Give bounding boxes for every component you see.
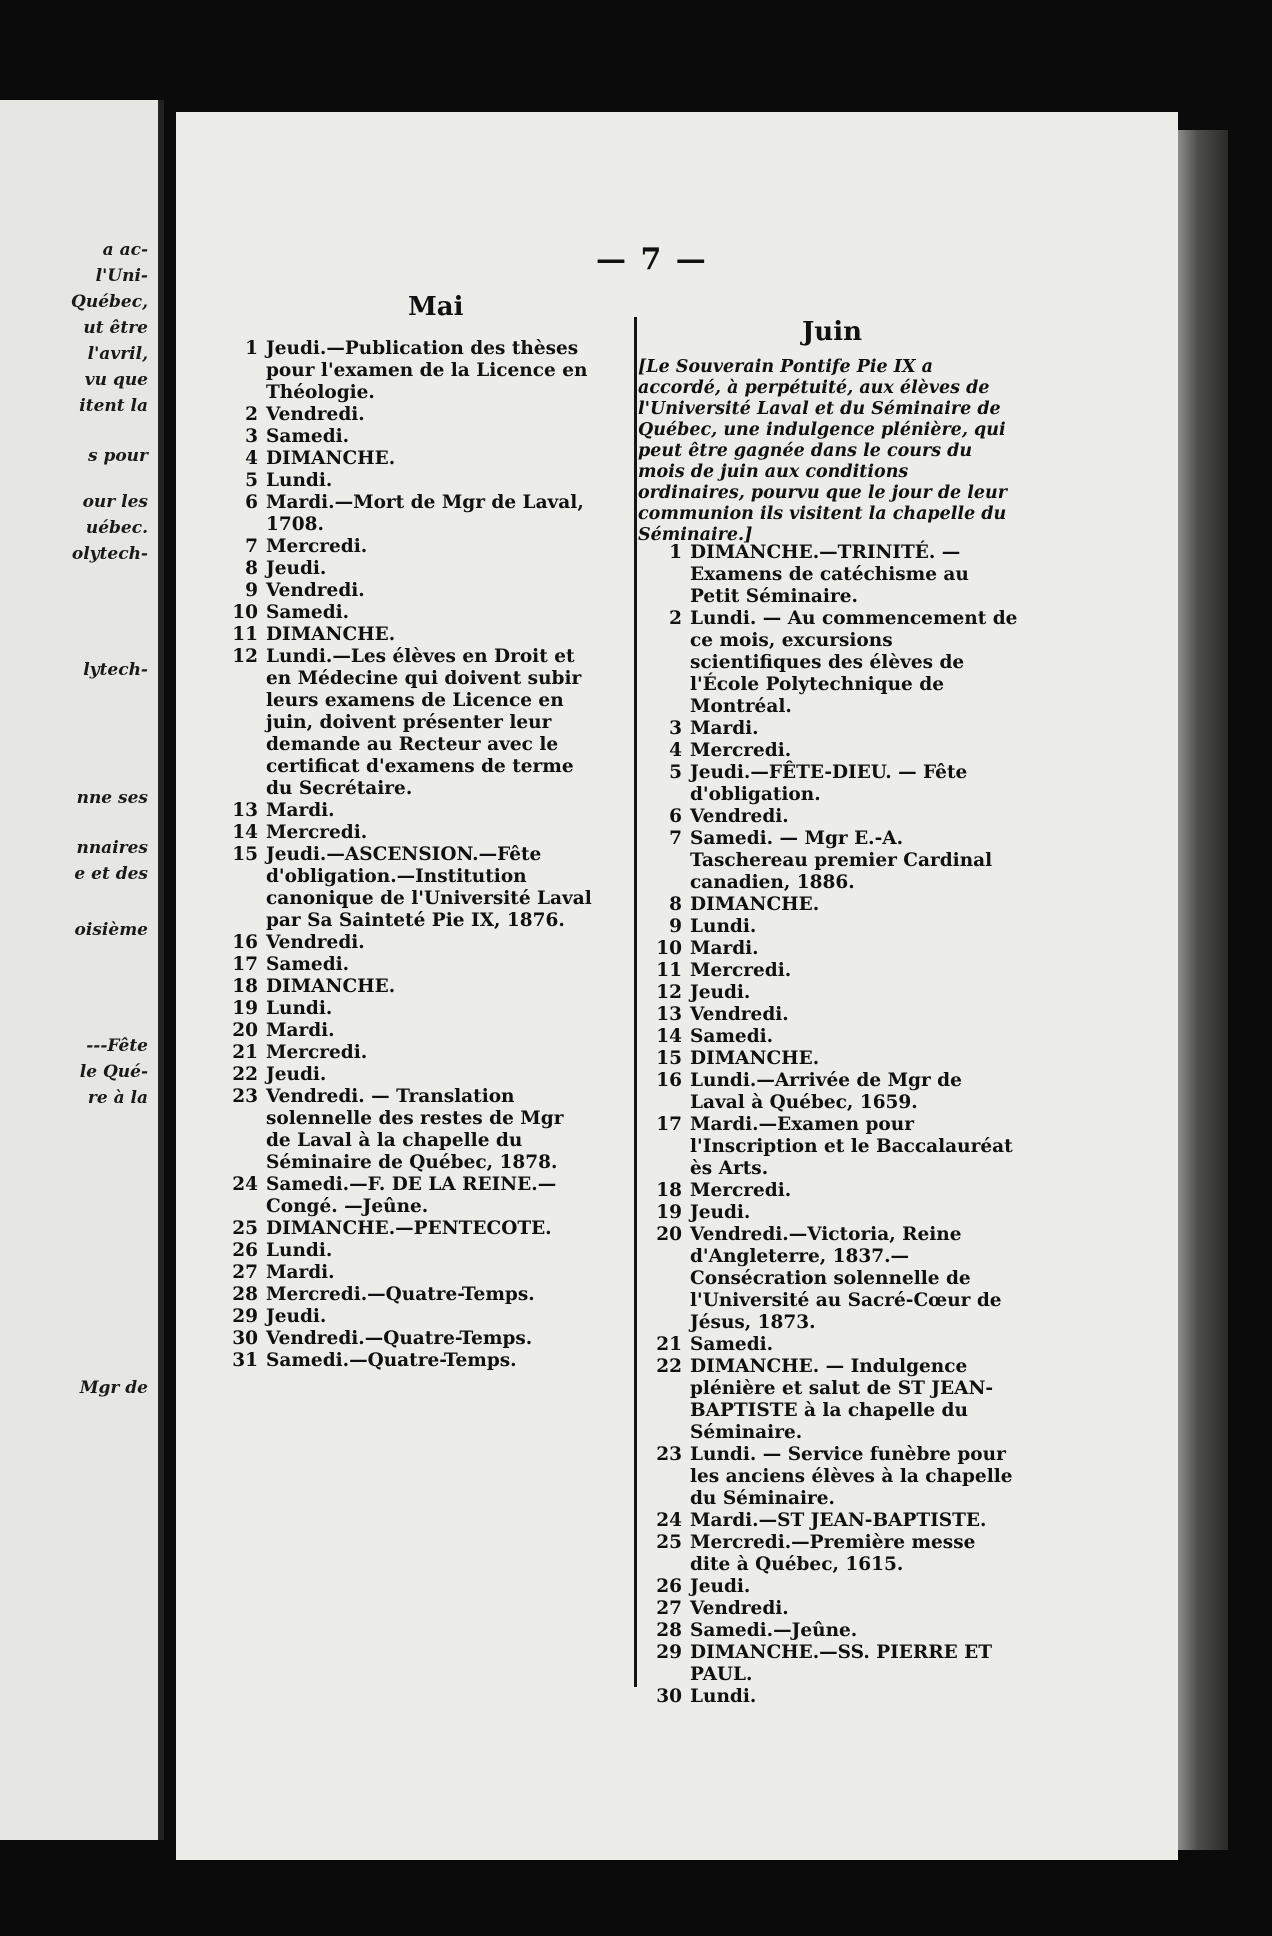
column-divider [634, 317, 637, 1687]
entry-day: 26 [232, 1240, 258, 1261]
entry-text: Mercredi. [690, 740, 792, 761]
entry-text: DIMANCHE.—PENTECOTE. [266, 1218, 552, 1239]
calendar-entry [638, 1334, 1018, 1356]
entry-day: 25 [656, 1532, 682, 1553]
calendar-entry [214, 1240, 594, 1262]
calendar-entry [638, 1510, 1018, 1532]
left-fragment-line: our les [82, 492, 148, 512]
entry-day: 3 [669, 718, 682, 739]
entry-day: 20 [232, 1020, 258, 1041]
entry-day: 21 [232, 1042, 258, 1063]
entry-day: 26 [656, 1576, 682, 1597]
left-fragment-line: l'avril, [87, 344, 148, 364]
calendar-entry [638, 1004, 1018, 1026]
calendar-entry [638, 828, 1018, 894]
left-fragment-line: a ac- [102, 240, 148, 260]
entry-text: Vendredi. [266, 404, 365, 425]
entry-text: DIMANCHE.—TRINITÉ. — Examens de catéchisme au Petit Séminaire. [690, 542, 969, 607]
entry-text: Jeudi.—ASCENSION.—Fête d'obligation.—Institution canonique de l'Université Laval par Sa Sainteté Pie IX, 1876. [266, 844, 592, 931]
entry-text: Mardi.—Examen pour l'Inscription et le Baccalauréat ès Arts. [690, 1114, 1013, 1179]
calendar-entry [638, 762, 1018, 806]
left-fragment-line: olytech- [71, 544, 148, 564]
left-fragment-line: l'Uni- [95, 266, 148, 286]
entry-text: Mercredi. [690, 1180, 792, 1201]
entry-text: DIMANCHE. [266, 976, 396, 997]
entry-day: 27 [232, 1262, 258, 1283]
entry-text: Jeudi. [266, 558, 327, 579]
entry-day: 22 [232, 1064, 258, 1085]
calendar-entry [214, 998, 594, 1020]
entry-day: 22 [656, 1356, 682, 1377]
left-fragment-line: Québec, [71, 292, 148, 312]
calendar-entry [214, 932, 594, 954]
left-fragment-line: uébec. [85, 518, 148, 538]
calendar-entry [638, 1576, 1018, 1598]
entry-text: Samedi. [690, 1334, 774, 1355]
entry-day: 7 [669, 828, 682, 849]
calendar-entry [214, 470, 594, 492]
entry-day: 24 [232, 1174, 258, 1195]
entry-day: 7 [245, 536, 258, 557]
calendar-entry [638, 718, 1018, 740]
left-fragment-line: lytech- [83, 660, 148, 680]
calendar-entry [638, 1532, 1018, 1576]
entry-text: Mardi. [266, 1020, 335, 1041]
calendar-entry [214, 1174, 594, 1218]
mai-title: Mai [408, 292, 464, 322]
entry-day: 23 [656, 1444, 682, 1465]
entry-text: Mercredi.—Première messe dite à Québec, 1615. [690, 1532, 976, 1575]
entry-text: Mardi. [690, 718, 759, 739]
calendar-entry [214, 338, 594, 404]
entry-text: DIMANCHE. — Indulgence plénière et salut de ST JEAN-BAPTISTE à la chapelle du Séminaire. [690, 1356, 994, 1443]
entry-day: 2 [245, 404, 258, 425]
entry-text: Vendredi.—Victoria, Reine d'Angleterre, 1837.—Consécration solennelle de l'Université au Sacré-Cœur de Jésus, 1873. [690, 1224, 1002, 1333]
calendar-entry [638, 1070, 1018, 1114]
calendar-entry [638, 1224, 1018, 1334]
calendar-entry [638, 1642, 1018, 1686]
entry-day: 6 [245, 492, 258, 513]
page-number: — 7 — [596, 242, 708, 277]
entry-day: 12 [232, 646, 258, 667]
entry-day: 14 [656, 1026, 682, 1047]
calendar-entry [638, 1356, 1018, 1444]
entry-day: 6 [669, 806, 682, 827]
entry-text: Mardi. [266, 800, 335, 821]
entry-day: 28 [656, 1620, 682, 1641]
calendar-entry [638, 982, 1018, 1004]
left-fragment-line: vu que [84, 370, 148, 390]
entry-text: Lundi. [690, 916, 757, 937]
entry-text: DIMANCHE. [266, 448, 396, 469]
entry-day: 16 [232, 932, 258, 953]
calendar-entry [638, 1686, 1018, 1708]
entry-day: 12 [656, 982, 682, 1003]
calendar-entry [214, 646, 594, 800]
page-edge-shadow [1178, 130, 1228, 1850]
entry-day: 1 [245, 338, 258, 359]
entry-day: 29 [656, 1642, 682, 1663]
entry-day: 15 [656, 1048, 682, 1069]
calendar-entry [638, 1598, 1018, 1620]
entry-text: Mercredi.—Quatre-Temps. [266, 1284, 535, 1305]
entry-text: Vendredi. [266, 580, 365, 601]
entry-day: 31 [232, 1350, 258, 1371]
entry-day: 30 [656, 1686, 682, 1707]
entry-day: 9 [669, 916, 682, 937]
calendar-entry [638, 894, 1018, 916]
entry-day: 1 [669, 542, 682, 563]
entry-text: Lundi. [266, 470, 333, 491]
calendar-entry [214, 800, 594, 822]
entry-text: Vendredi. [690, 806, 789, 827]
entry-text: DIMANCHE. [266, 624, 396, 645]
calendar-entry [214, 492, 594, 536]
entry-day: 2 [669, 608, 682, 629]
calendar-entry [214, 426, 594, 448]
calendar-entry [214, 580, 594, 602]
entry-day: 18 [232, 976, 258, 997]
left-fragment-line: oisième [74, 920, 148, 940]
entry-day: 17 [656, 1114, 682, 1135]
entry-day: 4 [669, 740, 682, 761]
left-fragment-line: Mgr de [79, 1378, 148, 1398]
entry-text: Samedi.—Jeûne. [690, 1620, 858, 1641]
calendar-entry [638, 542, 1018, 608]
calendar-entry [214, 954, 594, 976]
entry-day: 25 [232, 1218, 258, 1239]
calendar-entry [638, 608, 1018, 718]
entry-day: 13 [656, 1004, 682, 1025]
entry-text: Jeudi. [266, 1064, 327, 1085]
left-page-fragment [0, 100, 164, 1840]
entry-text: DIMANCHE. [690, 894, 820, 915]
calendar-entry [638, 1026, 1018, 1048]
entry-text: Vendredi. [266, 932, 365, 953]
entry-text: Jeudi. [266, 1306, 327, 1327]
entry-day: 8 [669, 894, 682, 915]
mai-entries [214, 338, 594, 1372]
calendar-entry [638, 1114, 1018, 1180]
entry-text: Mercredi. [690, 960, 792, 981]
calendar-entry [214, 1350, 594, 1372]
entry-day: 16 [656, 1070, 682, 1091]
calendar-entry [214, 1218, 594, 1240]
entry-day: 5 [669, 762, 682, 783]
calendar-entry [214, 558, 594, 580]
calendar-entry [214, 822, 594, 844]
calendar-entry [638, 916, 1018, 938]
entry-text: Mardi.—ST JEAN-BAPTISTE. [690, 1510, 987, 1531]
entry-day: 28 [232, 1284, 258, 1305]
entry-text: Samedi.—Quatre-Temps. [266, 1350, 517, 1371]
entry-text: Mercredi. [266, 536, 368, 557]
entry-day: 13 [232, 800, 258, 821]
calendar-entry [214, 1042, 594, 1064]
left-fragment-line: ut être [83, 318, 148, 338]
entry-day: 29 [232, 1306, 258, 1327]
entry-day: 23 [232, 1086, 258, 1107]
entry-day: 18 [656, 1180, 682, 1201]
calendar-entry [638, 1444, 1018, 1510]
entry-day: 21 [656, 1334, 682, 1355]
entry-text: Jeudi.—FÊTE-DIEU. — Fête d'obligation. [690, 762, 968, 805]
entry-day: 17 [232, 954, 258, 975]
entry-day: 5 [245, 470, 258, 491]
entry-text: Samedi. [690, 1026, 774, 1047]
calendar-entry [214, 1064, 594, 1086]
entry-text: Mercredi. [266, 822, 368, 843]
entry-day: 27 [656, 1598, 682, 1619]
entry-text: Jeudi.—Publication des thèses pour l'examen de la Licence en Théologie. [266, 338, 588, 403]
entry-text: DIMANCHE. [690, 1048, 820, 1069]
calendar-entry [638, 1202, 1018, 1224]
left-fragment-line: ---Fête [86, 1036, 148, 1056]
entry-day: 19 [656, 1202, 682, 1223]
juin-indulgence-note: [Le Souverain Pontife Pie IX a accordé, à perpétuité, aux élèves de l'Université Laval et du Séminaire de Québec, une indulgence plénière, qui peut être gagnée dans le cours du mois de juin aux conditions ordinaires, pourvu que le jour de leur communion ils visitent la chapelle du Séminaire.] [638, 357, 1008, 545]
calendar-entry [638, 1620, 1018, 1642]
entry-text: Lundi. [266, 998, 333, 1019]
entry-text: Lundi.—Les élèves en Droit et en Médecine qui doivent subir leurs examens de Licence en juin, doivent présenter leur demande au Recteur avec le certificat d'examens de terme du Secrétaire. [266, 646, 582, 799]
entry-day: 30 [232, 1328, 258, 1349]
entry-day: 3 [245, 426, 258, 447]
calendar-entry [638, 1048, 1018, 1070]
entry-text: Jeudi. [690, 1202, 751, 1223]
entry-text: Jeudi. [690, 982, 751, 1003]
left-fragment-line: itent la [79, 396, 148, 416]
entry-text: Vendredi. [690, 1004, 789, 1025]
entry-day: 10 [656, 938, 682, 959]
calendar-entry [214, 404, 594, 426]
entry-text: DIMANCHE.—SS. PIERRE ET PAUL. [690, 1642, 993, 1685]
left-fragment-line: nnaires [76, 838, 148, 858]
entry-text: Vendredi. — Translation solennelle des restes de Mgr de Laval à la chapelle du Séminaire de Québec, 1878. [266, 1086, 564, 1173]
calendar-entry [214, 602, 594, 624]
calendar-entry [214, 1086, 594, 1174]
entry-text: Mercredi. [266, 1042, 368, 1063]
entry-day: 15 [232, 844, 258, 865]
left-fragment-line: le Qué- [79, 1062, 148, 1082]
left-fragment-line: e et des [74, 864, 148, 884]
entry-text: Vendredi. [690, 1598, 789, 1619]
calendar-page [176, 112, 1178, 1860]
entry-day: 8 [245, 558, 258, 579]
calendar-entry [638, 740, 1018, 762]
juin-entries [638, 542, 1018, 1708]
entry-text: Mardi. [690, 938, 759, 959]
calendar-entry [638, 1180, 1018, 1202]
entry-text: Lundi. [266, 1240, 333, 1261]
entry-day: 20 [656, 1224, 682, 1245]
entry-text: Lundi.—Arrivée de Mgr de Laval à Québec, 1659. [690, 1070, 962, 1113]
entry-text: Samedi. [266, 954, 350, 975]
entry-text: Samedi.—F. DE LA REINE.— Congé. —Jeûne. [266, 1174, 557, 1217]
entry-text: Mardi. [266, 1262, 335, 1283]
calendar-entry [638, 938, 1018, 960]
calendar-entry [214, 1020, 594, 1042]
calendar-entry [214, 976, 594, 998]
entry-day: 24 [656, 1510, 682, 1531]
calendar-entry [214, 1328, 594, 1350]
juin-title: Juin [802, 317, 862, 347]
left-fragment-line: s pour [87, 446, 148, 466]
entry-text: Lundi. [690, 1686, 757, 1707]
entry-text: Lundi. — Service funèbre pour les anciens élèves à la chapelle du Séminaire. [690, 1444, 1013, 1509]
calendar-entry [214, 624, 594, 646]
entry-text: Lundi. — Au commencement de ce mois, excursions scientifiques des élèves de l'École Polytechnique de Montréal. [690, 608, 1018, 717]
entry-day: 4 [245, 448, 258, 469]
entry-text: Jeudi. [690, 1576, 751, 1597]
left-fragment-line: re à la [87, 1088, 148, 1108]
calendar-entry [214, 1306, 594, 1328]
calendar-entry [638, 806, 1018, 828]
entry-day: 11 [656, 960, 682, 981]
entry-text: Samedi. [266, 602, 350, 623]
calendar-entry [214, 536, 594, 558]
entry-day: 19 [232, 998, 258, 1019]
entry-text: Mardi.—Mort de Mgr de Laval, 1708. [266, 492, 584, 535]
entry-day: 14 [232, 822, 258, 843]
entry-text: Vendredi.—Quatre-Temps. [266, 1328, 533, 1349]
calendar-entry [214, 1284, 594, 1306]
calendar-entry [638, 960, 1018, 982]
entry-text: Samedi. — Mgr E.-A. Taschereau premier Cardinal canadien, 1886. [690, 828, 993, 893]
entry-day: 11 [232, 624, 258, 645]
entry-text: Samedi. [266, 426, 350, 447]
left-fragment-line: nne ses [76, 788, 148, 808]
entry-day: 9 [245, 580, 258, 601]
calendar-entry [214, 1262, 594, 1284]
calendar-entry [214, 844, 594, 932]
entry-day: 10 [232, 602, 258, 623]
calendar-entry [214, 448, 594, 470]
